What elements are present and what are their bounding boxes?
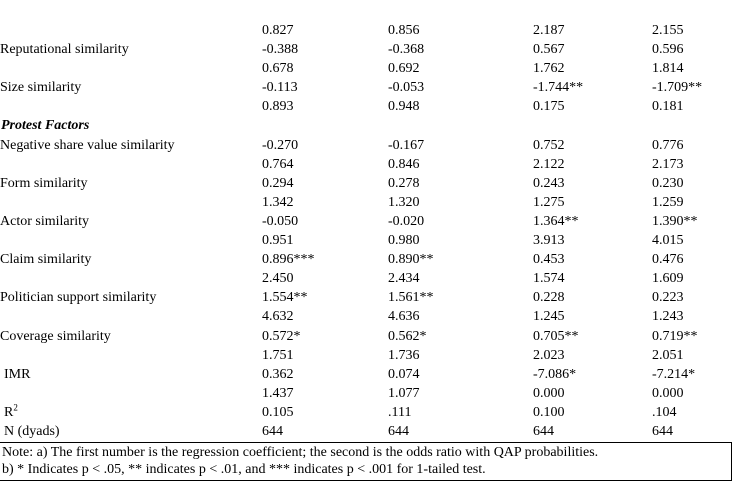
row-label: Form similarity bbox=[0, 175, 88, 191]
value-cell: 0.175 bbox=[533, 99, 565, 115]
row-label bbox=[0, 155, 262, 174]
table-row bbox=[0, 193, 732, 212]
row-label bbox=[0, 269, 262, 288]
table-row bbox=[0, 231, 732, 250]
table-row bbox=[0, 59, 732, 78]
value-cell: 0.230 bbox=[652, 175, 684, 191]
row-label bbox=[0, 346, 262, 365]
value-cell: 4.632 bbox=[262, 309, 294, 325]
value-cell: -0.050 bbox=[262, 213, 299, 229]
value-cell: 644 bbox=[388, 423, 409, 439]
value-cell: 1.574 bbox=[533, 271, 565, 287]
value-cell: -1.709** bbox=[652, 80, 703, 96]
value-cell: 2.450 bbox=[262, 271, 294, 287]
value-cell: -0.270 bbox=[262, 137, 299, 153]
table-row bbox=[0, 21, 732, 40]
value-cell: 1.243 bbox=[652, 309, 684, 325]
row-label: N (dyads) bbox=[4, 423, 60, 439]
value-cell: -7.086* bbox=[533, 366, 577, 382]
value-cell: 2.155 bbox=[652, 23, 684, 38]
value-cell: 0.562* bbox=[388, 328, 427, 344]
value-cell: 0.105 bbox=[262, 404, 294, 420]
value-cell: 0.846 bbox=[388, 156, 420, 172]
value-cell: 1.609 bbox=[652, 271, 684, 287]
table-row bbox=[0, 327, 732, 346]
row-label bbox=[0, 193, 262, 212]
value-cell: 0.476 bbox=[652, 252, 684, 268]
value-cell: 0.896*** bbox=[262, 252, 315, 268]
table-row bbox=[0, 250, 732, 269]
table-row bbox=[0, 365, 732, 384]
table-row bbox=[0, 174, 732, 193]
note-line-a: Note: a) The first number is the regression coefficient; the second is the odds ratio with QAP probabilities. bbox=[2, 444, 599, 460]
value-cell: -0.053 bbox=[388, 80, 425, 96]
table-row bbox=[0, 212, 732, 231]
value-cell: 0.893 bbox=[262, 99, 294, 115]
value-cell: 1.320 bbox=[388, 194, 420, 210]
value-cell: 4.015 bbox=[652, 233, 684, 249]
value-cell: 4.636 bbox=[388, 309, 420, 325]
row-label: Claim similarity bbox=[0, 252, 92, 268]
value-cell: 0.980 bbox=[388, 233, 420, 249]
value-cell: 0.223 bbox=[652, 290, 684, 306]
table-row bbox=[0, 78, 732, 97]
value-cell: 1.077 bbox=[388, 385, 420, 401]
table-row bbox=[0, 288, 732, 307]
value-cell: 0.764 bbox=[262, 156, 294, 172]
value-cell: 0.243 bbox=[533, 175, 565, 191]
value-cell: 1.554** bbox=[262, 290, 308, 306]
value-cell: 2.051 bbox=[652, 347, 684, 363]
value-cell: 0.856 bbox=[388, 23, 420, 38]
value-cell: 644 bbox=[533, 423, 554, 439]
value-cell: -0.167 bbox=[388, 137, 425, 153]
value-cell: 0.000 bbox=[652, 385, 684, 401]
value-cell: 1.275 bbox=[533, 194, 565, 210]
row-label: Politician support similarity bbox=[0, 290, 157, 306]
row-label: Coverage similarity bbox=[0, 328, 111, 344]
value-cell: 0.951 bbox=[262, 233, 294, 249]
value-cell: 0.890** bbox=[388, 252, 434, 268]
value-cell: 0.567 bbox=[533, 42, 565, 58]
value-cell: 0.719** bbox=[652, 328, 698, 344]
value-cell: 1.814 bbox=[652, 61, 684, 77]
row-label bbox=[0, 307, 262, 326]
row-label: Negative share value similarity bbox=[0, 137, 175, 153]
value-cell: -1.744** bbox=[533, 80, 584, 96]
table-row bbox=[0, 307, 732, 326]
table-row bbox=[0, 346, 732, 365]
table-notes bbox=[0, 442, 732, 481]
row-label: IMR bbox=[4, 366, 31, 382]
qap-regression-table-body bbox=[0, 21, 732, 441]
value-cell: 0.678 bbox=[262, 61, 294, 77]
table-row bbox=[0, 136, 732, 155]
table-row bbox=[0, 422, 732, 441]
table-row bbox=[0, 403, 732, 422]
table-row bbox=[0, 40, 732, 59]
row-label: $R^2$ bbox=[4, 402, 18, 420]
table-row bbox=[0, 97, 732, 116]
value-cell: 1.342 bbox=[262, 194, 294, 210]
row-label bbox=[0, 59, 262, 78]
value-cell bbox=[533, 116, 652, 135]
value-cell: 0.000 bbox=[533, 385, 565, 401]
table-row bbox=[0, 155, 732, 174]
qap-regression-table bbox=[0, 21, 732, 441]
row-label: Protest Factors bbox=[1, 118, 90, 134]
value-cell: -0.020 bbox=[388, 213, 425, 229]
value-cell: 2.187 bbox=[533, 23, 565, 38]
value-cell: 0.776 bbox=[652, 137, 684, 153]
value-cell: 0.692 bbox=[388, 61, 420, 77]
value-cell: 0.453 bbox=[533, 252, 565, 268]
value-cell: 0.752 bbox=[533, 137, 565, 153]
value-cell: 1.437 bbox=[262, 385, 294, 401]
row-label bbox=[0, 97, 262, 116]
value-cell: 0.572* bbox=[262, 328, 301, 344]
row-label: Reputational similarity bbox=[0, 42, 129, 58]
value-cell: 1.736 bbox=[388, 347, 420, 363]
value-cell: 2.122 bbox=[533, 156, 565, 172]
value-cell: 0.278 bbox=[388, 175, 420, 191]
value-cell: 1.259 bbox=[652, 194, 684, 210]
row-label bbox=[0, 231, 262, 250]
value-cell: 0.181 bbox=[652, 99, 684, 115]
row-label: Size similarity bbox=[0, 80, 82, 96]
value-cell: 0.100 bbox=[533, 404, 565, 420]
note-line-b: b) * Indicates p < .05, ** indicates p < .01, and *** indicates p < .001 for 1-tailed test. bbox=[2, 462, 486, 478]
value-cell: -7.214* bbox=[652, 366, 696, 382]
value-cell: -0.388 bbox=[262, 42, 299, 58]
value-cell: .111 bbox=[388, 404, 412, 420]
value-cell bbox=[388, 116, 533, 135]
value-cell: 2.434 bbox=[388, 271, 420, 287]
value-cell: 1.561** bbox=[388, 290, 434, 306]
value-cell: 1.364** bbox=[533, 213, 579, 229]
value-cell: 2.023 bbox=[533, 347, 565, 363]
value-cell: 644 bbox=[652, 423, 673, 439]
row-label bbox=[0, 21, 262, 40]
value-cell: 1.390** bbox=[652, 213, 698, 229]
value-cell bbox=[652, 116, 732, 135]
value-cell: 0.294 bbox=[262, 175, 294, 191]
value-cell bbox=[262, 116, 388, 135]
table-row bbox=[0, 269, 732, 288]
value-cell: 0.705** bbox=[533, 328, 579, 344]
value-cell: 644 bbox=[262, 423, 283, 439]
value-cell: .104 bbox=[652, 404, 677, 420]
value-cell: -0.113 bbox=[262, 80, 298, 96]
value-cell: 3.913 bbox=[533, 233, 565, 249]
value-cell: 1.245 bbox=[533, 309, 565, 325]
value-cell: 1.762 bbox=[533, 61, 565, 77]
value-cell: 0.362 bbox=[262, 366, 294, 382]
table-row bbox=[0, 384, 732, 403]
row-label bbox=[0, 384, 262, 403]
table-row bbox=[0, 116, 732, 135]
value-cell: 0.948 bbox=[388, 99, 420, 115]
value-cell: -0.368 bbox=[388, 42, 425, 58]
value-cell: 0.074 bbox=[388, 366, 420, 382]
value-cell: 0.228 bbox=[533, 290, 565, 306]
row-label: Actor similarity bbox=[0, 213, 90, 229]
value-cell: 0.827 bbox=[262, 23, 294, 38]
value-cell: 0.596 bbox=[652, 42, 684, 58]
value-cell: 1.751 bbox=[262, 347, 294, 363]
value-cell: 2.173 bbox=[652, 156, 684, 172]
